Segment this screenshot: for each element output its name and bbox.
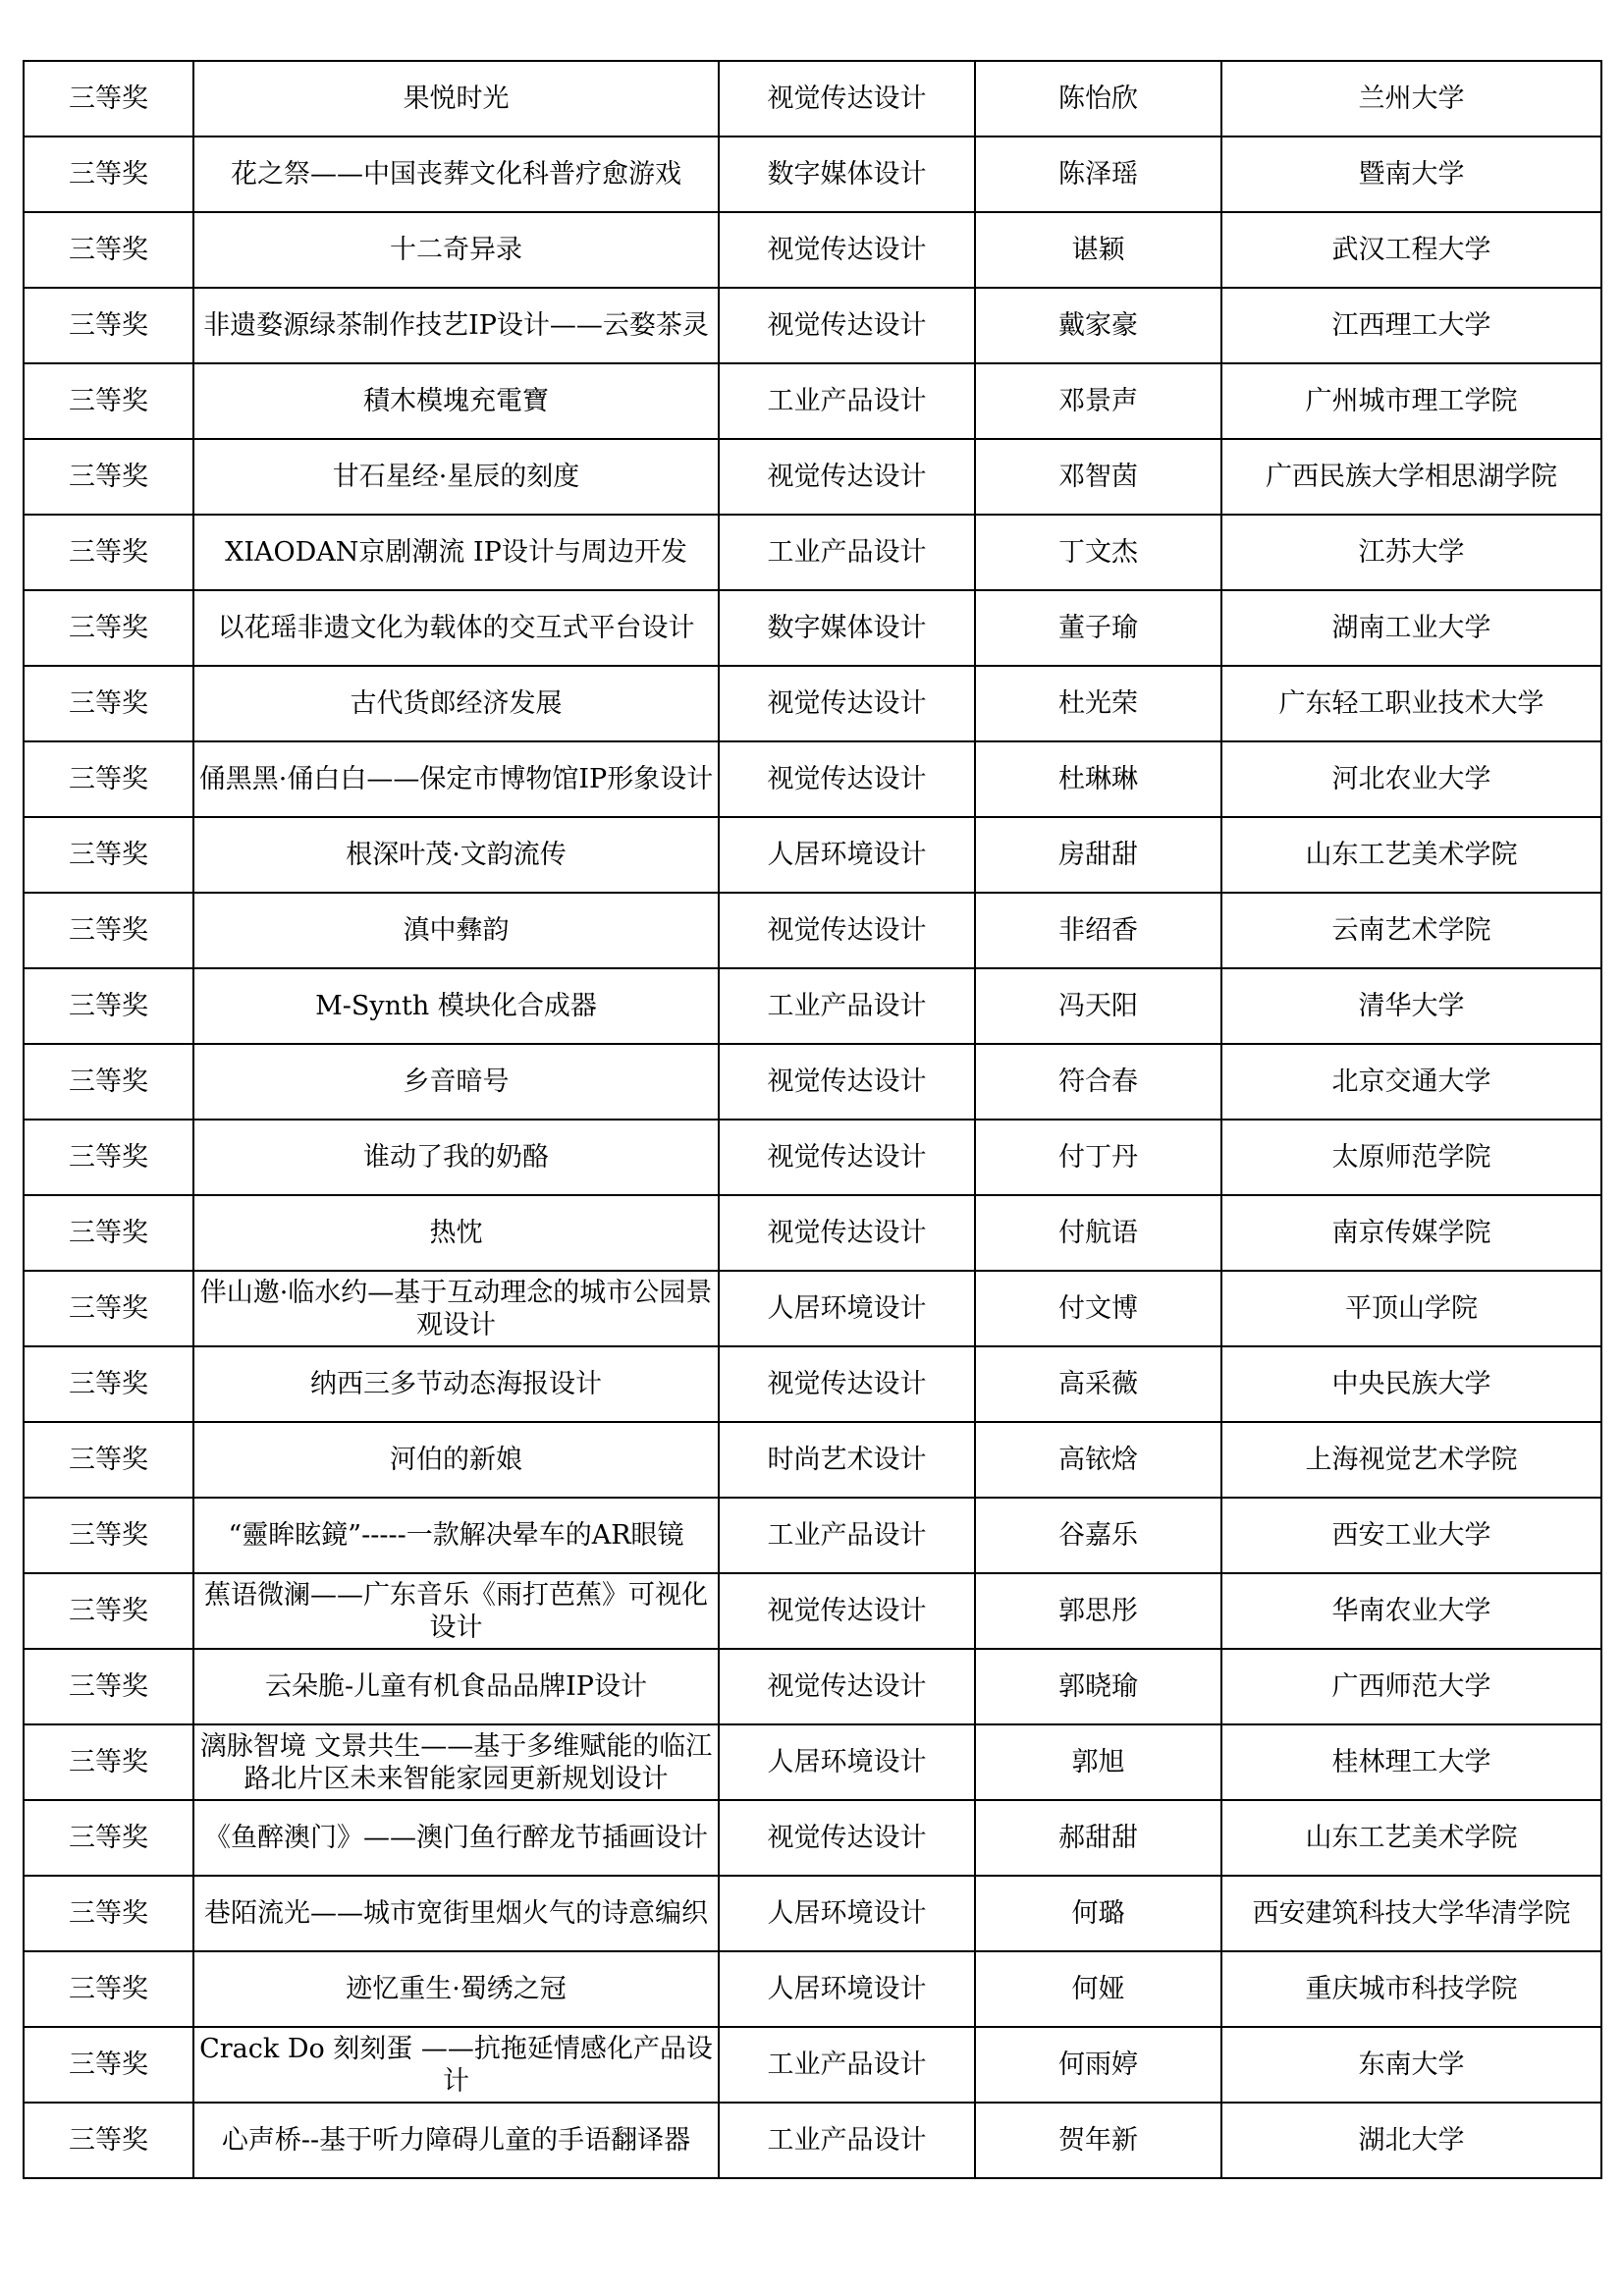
- category-cell: 视觉传达设计: [719, 666, 975, 741]
- author-cell: 邓景声: [975, 363, 1221, 439]
- table-row: [24, 212, 1601, 288]
- work-title-cell: 俑黑黑·俑白白——保定市博物馆IP形象设计: [193, 741, 719, 817]
- school-cell: 重庆城市科技学院: [1221, 1951, 1601, 2027]
- award-level-cell: 三等奖: [24, 1876, 193, 1951]
- work-title-cell: 河伯的新娘: [193, 1422, 719, 1498]
- award-level-cell: 三等奖: [24, 1800, 193, 1876]
- category-cell: 工业产品设计: [719, 2103, 975, 2178]
- work-title-cell: Crack Do 刻刻蛋 ——抗拖延情感化产品设计: [193, 2027, 719, 2103]
- category-cell: 视觉传达设计: [719, 1346, 975, 1422]
- author-cell: 邓智茵: [975, 439, 1221, 515]
- school-cell: 西安建筑科技大学华清学院: [1221, 1876, 1601, 1951]
- table-row: [24, 1271, 1601, 1346]
- work-title-cell: 热忱: [193, 1195, 719, 1271]
- school-cell: 山东工艺美术学院: [1221, 1800, 1601, 1876]
- category-cell: 工业产品设计: [719, 515, 975, 590]
- award-level-cell: 三等奖: [24, 2027, 193, 2103]
- author-cell: 陈怡欣: [975, 61, 1221, 137]
- school-cell: 广东轻工职业技术大学: [1221, 666, 1601, 741]
- table-row: [24, 1724, 1601, 1800]
- table-row: [24, 137, 1601, 212]
- author-cell: 董子瑜: [975, 590, 1221, 666]
- work-title-cell: 乡音暗号: [193, 1044, 719, 1120]
- table-row: [24, 1649, 1601, 1724]
- author-cell: 冯天阳: [975, 968, 1221, 1044]
- table-row: [24, 288, 1601, 363]
- author-cell: 高采薇: [975, 1346, 1221, 1422]
- author-cell: 丁文杰: [975, 515, 1221, 590]
- table-row: [24, 363, 1601, 439]
- author-cell: 付丁丹: [975, 1120, 1221, 1195]
- table-row: [24, 2027, 1601, 2103]
- table-row: [24, 2103, 1601, 2178]
- work-title-cell: 迹忆重生·蜀绣之冠: [193, 1951, 719, 2027]
- award-level-cell: 三等奖: [24, 1120, 193, 1195]
- school-cell: 云南艺术学院: [1221, 893, 1601, 968]
- author-cell: 郝甜甜: [975, 1800, 1221, 1876]
- award-level-cell: 三等奖: [24, 2103, 193, 2178]
- table-row: [24, 1044, 1601, 1120]
- table-row: [24, 666, 1601, 741]
- award-level-cell: 三等奖: [24, 439, 193, 515]
- table-row: [24, 968, 1601, 1044]
- category-cell: 视觉传达设计: [719, 893, 975, 968]
- table-row: [24, 590, 1601, 666]
- table-row: [24, 1573, 1601, 1649]
- school-cell: 东南大学: [1221, 2027, 1601, 2103]
- work-title-cell: M-Synth 模块化合成器: [193, 968, 719, 1044]
- table-row: [24, 1422, 1601, 1498]
- award-level-cell: 三等奖: [24, 1271, 193, 1346]
- school-cell: 江西理工大学: [1221, 288, 1601, 363]
- work-title-cell: 以花瑶非遗文化为载体的交互式平台设计: [193, 590, 719, 666]
- table-row: [24, 741, 1601, 817]
- category-cell: 视觉传达设计: [719, 1800, 975, 1876]
- school-cell: 平顶山学院: [1221, 1271, 1601, 1346]
- author-cell: 付航语: [975, 1195, 1221, 1271]
- work-title-cell: 纳西三多节动态海报设计: [193, 1346, 719, 1422]
- award-table: [23, 60, 1602, 2179]
- award-level-cell: 三等奖: [24, 1044, 193, 1120]
- school-cell: 湖北大学: [1221, 2103, 1601, 2178]
- work-title-cell: 花之祭——中国丧葬文化科普疗愈游戏: [193, 137, 719, 212]
- category-cell: 视觉传达设计: [719, 288, 975, 363]
- award-level-cell: 三等奖: [24, 968, 193, 1044]
- category-cell: 视觉传达设计: [719, 212, 975, 288]
- author-cell: 郭旭: [975, 1724, 1221, 1800]
- work-title-cell: 漓脉智境 文景共生——基于多维赋能的临江路北片区未来智能家园更新规划设计: [193, 1724, 719, 1800]
- author-cell: 谌颖: [975, 212, 1221, 288]
- work-title-cell: 蕉语微澜——广东音乐《雨打芭蕉》可视化设计: [193, 1573, 719, 1649]
- category-cell: 人居环境设计: [719, 1724, 975, 1800]
- award-level-cell: 三等奖: [24, 212, 193, 288]
- award-level-cell: 三等奖: [24, 61, 193, 137]
- table-row: [24, 439, 1601, 515]
- author-cell: 非绍香: [975, 893, 1221, 968]
- table-row: [24, 61, 1601, 137]
- school-cell: 广西民族大学相思湖学院: [1221, 439, 1601, 515]
- work-title-cell: 《鱼醉澳门》——澳门鱼行醉龙节插画设计: [193, 1800, 719, 1876]
- author-cell: 陈泽瑶: [975, 137, 1221, 212]
- author-cell: 郭晓瑜: [975, 1649, 1221, 1724]
- school-cell: 武汉工程大学: [1221, 212, 1601, 288]
- award-level-cell: 三等奖: [24, 817, 193, 893]
- table-row: [24, 1120, 1601, 1195]
- work-title-cell: 果悦时光: [193, 61, 719, 137]
- work-title-cell: XIAODAN京剧潮流 IP设计与周边开发: [193, 515, 719, 590]
- category-cell: 视觉传达设计: [719, 1573, 975, 1649]
- category-cell: 视觉传达设计: [719, 439, 975, 515]
- category-cell: 视觉传达设计: [719, 1044, 975, 1120]
- work-title-cell: 非遗婺源绿茶制作技艺IP设计——云婺茶灵: [193, 288, 719, 363]
- school-cell: 广州城市理工学院: [1221, 363, 1601, 439]
- award-table-body: [24, 61, 1601, 2178]
- award-level-cell: 三等奖: [24, 1498, 193, 1573]
- school-cell: 湖南工业大学: [1221, 590, 1601, 666]
- category-cell: 视觉传达设计: [719, 741, 975, 817]
- award-level-cell: 三等奖: [24, 1346, 193, 1422]
- school-cell: 江苏大学: [1221, 515, 1601, 590]
- author-cell: 谷嘉乐: [975, 1498, 1221, 1573]
- school-cell: 清华大学: [1221, 968, 1601, 1044]
- work-title-cell: 谁动了我的奶酪: [193, 1120, 719, 1195]
- author-cell: 高铱焓: [975, 1422, 1221, 1498]
- category-cell: 工业产品设计: [719, 968, 975, 1044]
- award-level-cell: 三等奖: [24, 1422, 193, 1498]
- award-level-cell: 三等奖: [24, 893, 193, 968]
- author-cell: 何璐: [975, 1876, 1221, 1951]
- author-cell: 贺年新: [975, 2103, 1221, 2178]
- category-cell: 工业产品设计: [719, 363, 975, 439]
- table-row: [24, 1876, 1601, 1951]
- category-cell: 时尚艺术设计: [719, 1422, 975, 1498]
- work-title-cell: 滇中彝韵: [193, 893, 719, 968]
- table-row: [24, 1346, 1601, 1422]
- school-cell: 河北农业大学: [1221, 741, 1601, 817]
- author-cell: 何雨婷: [975, 2027, 1221, 2103]
- table-row: [24, 1951, 1601, 2027]
- category-cell: 视觉传达设计: [719, 61, 975, 137]
- award-level-cell: 三等奖: [24, 1573, 193, 1649]
- category-cell: 视觉传达设计: [719, 1120, 975, 1195]
- table-row: [24, 1800, 1601, 1876]
- award-level-cell: 三等奖: [24, 288, 193, 363]
- school-cell: 暨南大学: [1221, 137, 1601, 212]
- award-level-cell: 三等奖: [24, 590, 193, 666]
- category-cell: 数字媒体设计: [719, 137, 975, 212]
- award-level-cell: 三等奖: [24, 1649, 193, 1724]
- category-cell: 视觉传达设计: [719, 1649, 975, 1724]
- category-cell: 工业产品设计: [719, 1498, 975, 1573]
- school-cell: 太原师范学院: [1221, 1120, 1601, 1195]
- school-cell: 北京交通大学: [1221, 1044, 1601, 1120]
- work-title-cell: 積木模塊充電寶: [193, 363, 719, 439]
- award-list-page: [23, 60, 1600, 2179]
- author-cell: 符合春: [975, 1044, 1221, 1120]
- category-cell: 人居环境设计: [719, 1876, 975, 1951]
- category-cell: 人居环境设计: [719, 817, 975, 893]
- table-row: [24, 1498, 1601, 1573]
- award-level-cell: 三等奖: [24, 363, 193, 439]
- award-level-cell: 三等奖: [24, 1724, 193, 1800]
- work-title-cell: 古代货郎经济发展: [193, 666, 719, 741]
- school-cell: 南京传媒学院: [1221, 1195, 1601, 1271]
- school-cell: 山东工艺美术学院: [1221, 817, 1601, 893]
- school-cell: 西安工业大学: [1221, 1498, 1601, 1573]
- author-cell: 房甜甜: [975, 817, 1221, 893]
- work-title-cell: 巷陌流光——城市宽街里烟火气的诗意编织: [193, 1876, 719, 1951]
- author-cell: 付文博: [975, 1271, 1221, 1346]
- category-cell: 工业产品设计: [719, 2027, 975, 2103]
- category-cell: 人居环境设计: [719, 1271, 975, 1346]
- work-title-cell: 甘石星经·星辰的刻度: [193, 439, 719, 515]
- award-level-cell: 三等奖: [24, 1195, 193, 1271]
- author-cell: 何娅: [975, 1951, 1221, 2027]
- school-cell: 兰州大学: [1221, 61, 1601, 137]
- author-cell: 郭思彤: [975, 1573, 1221, 1649]
- work-title-cell: 心声桥--基于听力障碍儿童的手语翻译器: [193, 2103, 719, 2178]
- school-cell: 中央民族大学: [1221, 1346, 1601, 1422]
- award-level-cell: 三等奖: [24, 515, 193, 590]
- school-cell: 广西师范大学: [1221, 1649, 1601, 1724]
- category-cell: 数字媒体设计: [719, 590, 975, 666]
- work-title-cell: 伴山邀·临水约—基于互动理念的城市公园景观设计: [193, 1271, 719, 1346]
- work-title-cell: 根深叶茂·文韵流传: [193, 817, 719, 893]
- school-cell: 上海视觉艺术学院: [1221, 1422, 1601, 1498]
- school-cell: 桂林理工大学: [1221, 1724, 1601, 1800]
- author-cell: 杜光荣: [975, 666, 1221, 741]
- category-cell: 人居环境设计: [719, 1951, 975, 2027]
- table-row: [24, 1195, 1601, 1271]
- award-level-cell: 三等奖: [24, 741, 193, 817]
- award-level-cell: 三等奖: [24, 1951, 193, 2027]
- award-level-cell: 三等奖: [24, 666, 193, 741]
- author-cell: 戴家豪: [975, 288, 1221, 363]
- work-title-cell: 十二奇异录: [193, 212, 719, 288]
- award-level-cell: 三等奖: [24, 137, 193, 212]
- work-title-cell: 云朵脆-儿童有机食品品牌IP设计: [193, 1649, 719, 1724]
- table-row: [24, 817, 1601, 893]
- table-row: [24, 515, 1601, 590]
- author-cell: 杜琳琳: [975, 741, 1221, 817]
- category-cell: 视觉传达设计: [719, 1195, 975, 1271]
- school-cell: 华南农业大学: [1221, 1573, 1601, 1649]
- work-title-cell: “靈眸眩鏡”-----一款解决晕车的AR眼镜: [193, 1498, 719, 1573]
- table-row: [24, 893, 1601, 968]
